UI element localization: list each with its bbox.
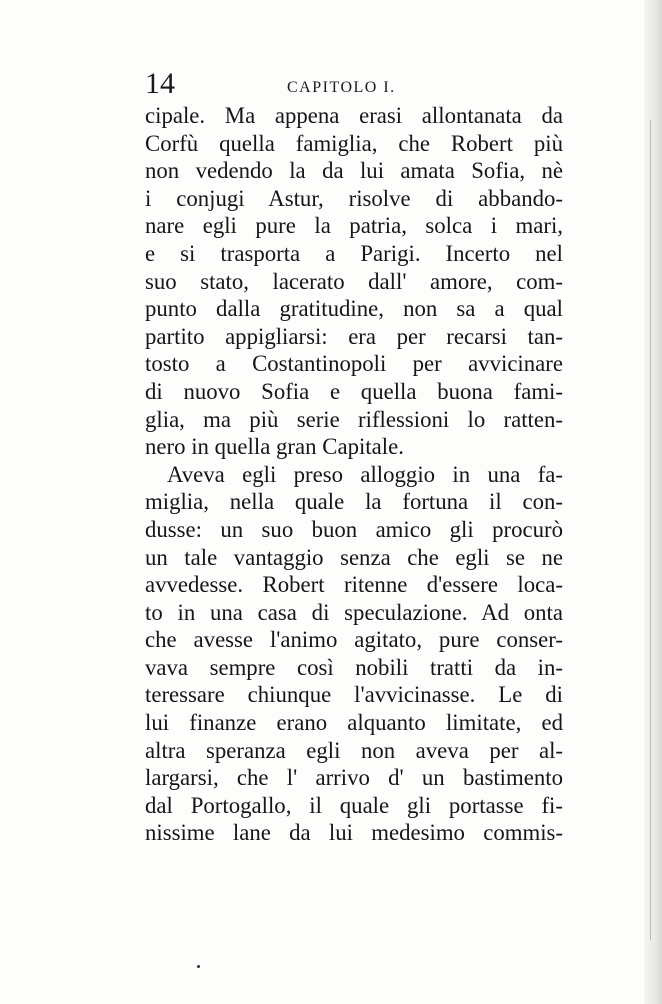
text-line: to in una casa di speculazione. Ad onta [145,599,563,625]
text-line: nare egli pure la patria, solca i mari, [145,213,563,239]
ink-speck [197,965,200,968]
text-line: un tale vantaggio senza che egli se ne [145,544,563,570]
text-line: cipale. Ma appena erasi allontanata da [145,103,563,128]
text-line: lui finanze erano alquanto limitate, ed [145,710,563,736]
text-line: avvedesse. Robert ritenne d'essere loca- [145,572,563,598]
text-line: non vedendo la da lui amata Sofia, nè [145,158,563,184]
text-line: dal Portogallo, il quale gli portasse fi- [145,792,563,818]
text-line: i conjugi Astur, risolve di abbando- [145,185,563,211]
text-line: partito appigliarsi: era per recarsi tan- [145,323,563,349]
page-header [145,67,575,104]
text-line: glia, ma più serie riflessioni lo ratten- [145,406,563,432]
text-line: Aveva egli preso alloggio in una fa- [167,461,563,487]
text-line: nissime lane da lui medesimo commis- [145,820,563,846]
text-line: che avesse l'animo agitato, pure conser- [145,627,563,653]
text-line: Corfù quella famiglia, che Robert più [145,130,563,156]
text-line: nero in quella gran Capitale. [145,434,404,460]
text-line: altra speranza egli non aveva per al- [145,737,563,763]
running-head: CAPITOLO I. [287,79,396,96]
text-line: teressare chiunque l'avvicinasse. Le di [145,682,563,708]
text-line: tosto a Costantinopoli per avvicinare [145,351,563,377]
text-line: dusse: un suo buon amico gli procurò [145,516,563,542]
page-number: 14 [145,67,175,100]
text-line: miglia, nella quale la fortuna il con- [145,489,563,515]
text-line: di nuovo Sofia e quella buona fami- [145,378,563,404]
body-text [145,102,563,847]
text-line: largarsi, che l' arrivo d' un bastimento [145,765,563,791]
text-line: suo stato, lacerato dall' amore, com- [145,268,563,294]
text-line: punto dalla gratitudine, non sa a qual [145,296,563,322]
page-edge-shadow [644,0,662,1004]
text-line: vava sempre così nobili tratti da in- [145,654,563,680]
text-line: e si trasporta a Parigi. Incerto nel [145,240,563,266]
